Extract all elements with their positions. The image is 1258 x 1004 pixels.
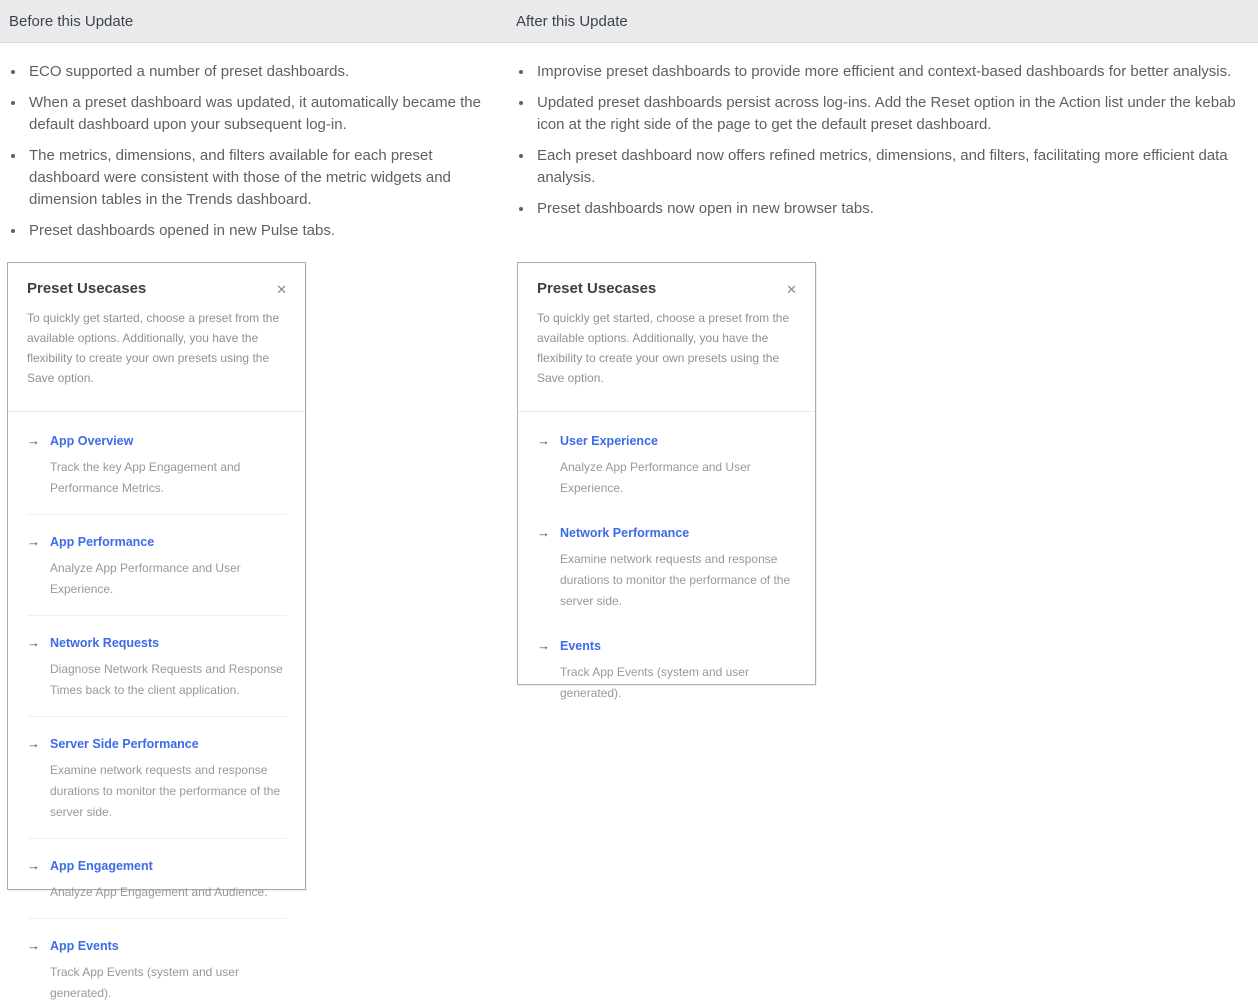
preset-description: Analyze App Engagement and Audience. xyxy=(50,885,268,899)
arrow-right-icon: → xyxy=(27,736,40,751)
panel-intro-text: To quickly get started, choose a preset from the available options. Additionally, you have the flexibility to create your own presets using the Save option. xyxy=(27,311,280,385)
item-divider xyxy=(27,514,287,515)
preset-link[interactable]: Network Performance xyxy=(560,526,690,540)
preset-usecase-item xyxy=(537,638,797,704)
preset-link[interactable]: Network Requests xyxy=(50,636,160,650)
preset-usecase-item xyxy=(27,736,287,839)
preset-description: Analyze App Performance and User Experience. xyxy=(560,460,751,495)
item-divider xyxy=(27,918,287,919)
panel-header xyxy=(518,263,815,297)
bullet-item: • Preset dashboards now open in new browser tabs. xyxy=(534,198,1250,220)
panel-header xyxy=(8,263,305,297)
comparison-table-header xyxy=(0,0,1258,43)
preset-usecase-item xyxy=(27,858,287,919)
after-update-column xyxy=(517,43,1250,229)
preset-item-list xyxy=(518,412,815,704)
before-update-header: Before this Update xyxy=(9,12,134,30)
preset-description: Track App Events (system and user generated). xyxy=(50,965,239,1000)
arrow-right-icon: → xyxy=(537,525,550,540)
after-bullet-list xyxy=(517,61,1250,220)
item-divider xyxy=(27,615,287,616)
preset-link[interactable]: User Experience xyxy=(560,434,658,448)
close-icon[interactable]: ✕ xyxy=(786,282,797,297)
preset-description: Track App Events (system and user generated). xyxy=(560,665,749,700)
preset-description: Track the key App Engagement and Performance Metrics. xyxy=(50,460,241,495)
bullet-item: • Preset dashboards opened in new Pulse tabs. xyxy=(26,220,498,242)
arrow-right-icon: → xyxy=(537,433,550,448)
panel-intro-text: To quickly get started, choose a preset from the available options. Additionally, you have the flexibility to create your own presets using the Save option. xyxy=(537,311,790,385)
preset-usecase-item xyxy=(27,433,287,515)
preset-usecase-item xyxy=(27,938,287,1004)
item-divider xyxy=(27,838,287,839)
panel-title: Preset Usecases xyxy=(537,280,657,297)
bullet-item: • The metrics, dimensions, and filters available for each preset dashboard were consistent with those of the metric widgets and dimension tables in the Trends dashboard. xyxy=(26,145,498,211)
arrow-right-icon: → xyxy=(537,638,550,653)
bullet-item: • Updated preset dashboards persist across log-ins. Add the Reset option in the Action list under the kebab icon at the right side of the page to get the default preset dashboard. xyxy=(534,92,1250,136)
preset-usecase-item xyxy=(537,433,797,499)
preset-usecases-panel-after xyxy=(517,262,816,700)
preset-link[interactable]: App Performance xyxy=(50,535,155,549)
bullet-item: • Each preset dashboard now offers refined metrics, dimensions, and filters, facilitating more efficient data analysis. xyxy=(534,145,1250,189)
preset-description: Analyze App Performance and User Experience. xyxy=(50,561,241,596)
preset-description: Examine network requests and response durations to monitor the performance of the server side. xyxy=(50,763,281,819)
preset-link[interactable]: App Overview xyxy=(50,434,134,448)
preset-link[interactable]: App Events xyxy=(50,939,119,953)
arrow-right-icon: → xyxy=(27,433,40,448)
before-update-column xyxy=(9,43,498,251)
bullet-item: • Improvise preset dashboards to provide more efficient and context-based dashboards for better analysis. xyxy=(534,61,1250,83)
arrow-right-icon: → xyxy=(27,534,40,549)
arrow-right-icon: → xyxy=(27,635,40,650)
before-bullet-list xyxy=(9,61,498,242)
preset-item-list xyxy=(8,412,305,1004)
bullet-item: • ECO supported a number of preset dashboards. xyxy=(26,61,498,83)
close-icon[interactable]: ✕ xyxy=(276,282,287,297)
preset-description: Diagnose Network Requests and Response Times back to the client application. xyxy=(50,662,283,697)
preset-usecase-item xyxy=(537,525,797,612)
preset-link[interactable]: Events xyxy=(560,639,601,653)
arrow-right-icon: → xyxy=(27,938,40,953)
preset-usecase-item xyxy=(27,534,287,616)
panel-title: Preset Usecases xyxy=(27,280,147,297)
preset-description: Examine network requests and response durations to monitor the performance of the server side. xyxy=(560,552,791,608)
preset-usecase-item xyxy=(27,635,287,717)
preset-link[interactable]: App Engagement xyxy=(50,859,153,873)
arrow-right-icon: → xyxy=(27,858,40,873)
preset-usecases-panel-before xyxy=(7,262,306,1000)
after-update-header: After this Update xyxy=(516,12,628,30)
item-divider xyxy=(27,716,287,717)
preset-link[interactable]: Server Side Performance xyxy=(50,737,199,751)
bullet-item: • When a preset dashboard was updated, it automatically became the default dashboard upon your subsequent log-in. xyxy=(26,92,498,136)
